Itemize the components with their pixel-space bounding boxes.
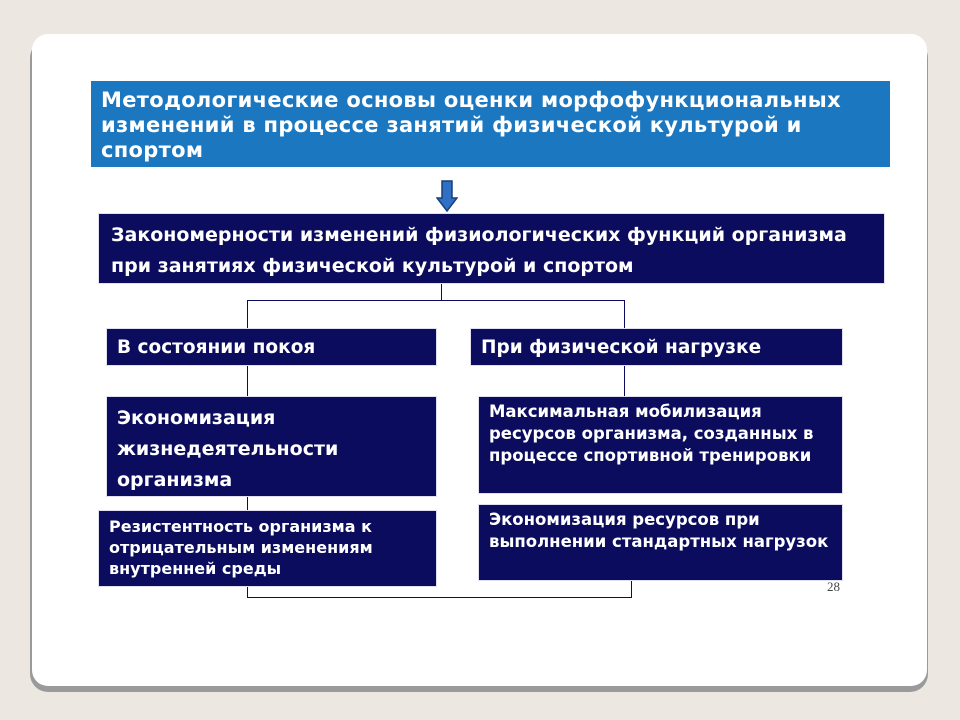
mobilization-box: Максимальная мобилизация ресурсов организма, созданных в процессе спортивной тренировки bbox=[478, 396, 843, 494]
economization-box: Экономизация жизнедеятельности организма bbox=[106, 396, 437, 497]
connector-line bbox=[441, 284, 442, 301]
load-branch-box: При физической нагрузке bbox=[470, 328, 843, 366]
connector-line bbox=[247, 300, 625, 301]
resource-economization-box: Экономизация ресурсов при выполнении стандартных нагрузок bbox=[478, 504, 843, 581]
rest-branch-box: В состоянии покоя bbox=[106, 328, 437, 366]
slide-title: Методологические основы оценки морфофункциональных изменений в процессе занятий физической культурой и спортом bbox=[91, 81, 890, 167]
page-number: 28 bbox=[827, 579, 840, 594]
connector-line bbox=[631, 581, 632, 598]
main-box: Закономерности изменений физиологических функций организма при занятиях физической культурой и спортом bbox=[98, 213, 885, 284]
resistance-box: Резистентность организма к отрицательным изменениям внутренней среды bbox=[98, 510, 437, 587]
arrow-down-icon bbox=[436, 180, 458, 212]
connector-line bbox=[247, 597, 632, 598]
